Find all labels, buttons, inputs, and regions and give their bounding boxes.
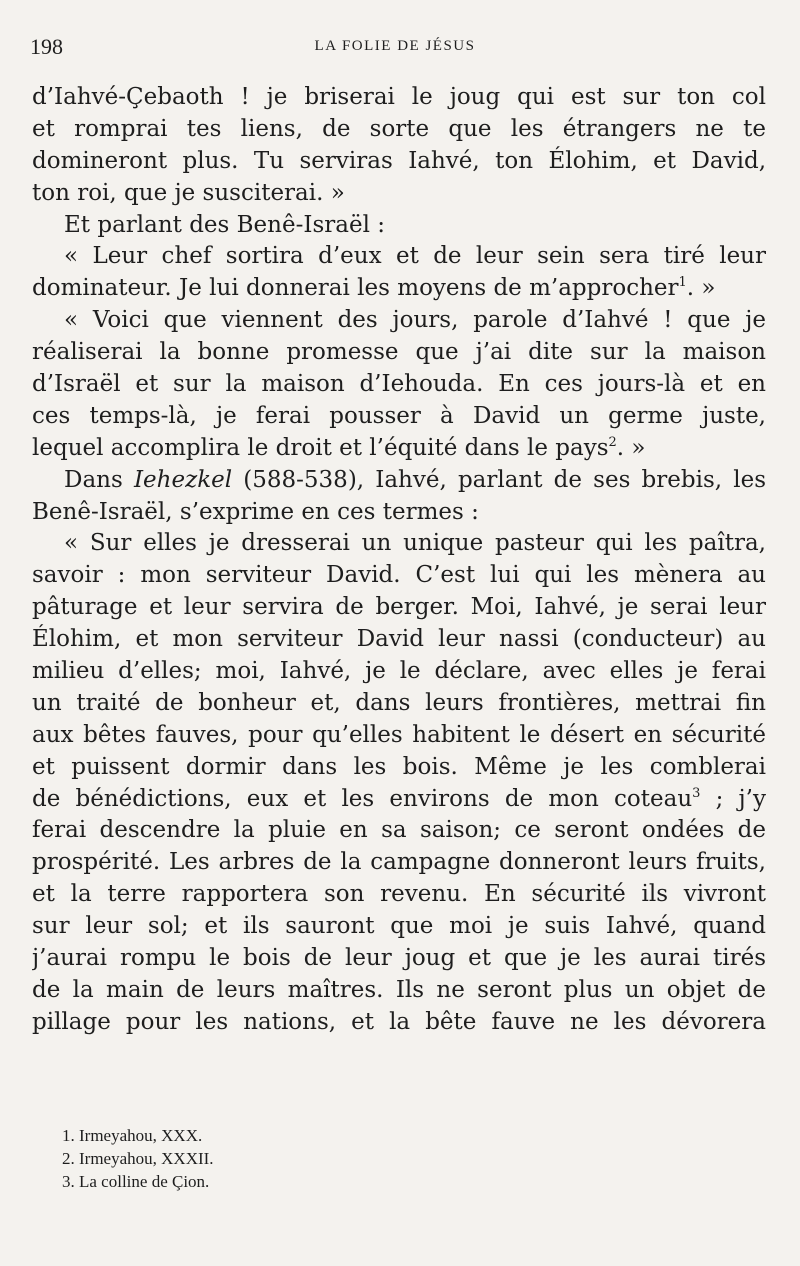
text-line: « Leur chef sortira d’eux et de leur sein sera tiré leur bbox=[64, 243, 766, 270]
text-line: ferai descendre la pluie en sa saison; ce seront ondées de bbox=[32, 817, 766, 844]
text-line: d’Iahvé-Çebaoth ! je briserai le joug qui est sur ton col bbox=[32, 84, 766, 110]
text-segment: (588-538), Iahvé, parlant de ses brebis, les bbox=[232, 466, 766, 493]
text-line: un traité de bonheur et, dans leurs frontières, mettrai fin bbox=[32, 689, 766, 716]
text-line: et puissent dormir dans les bois. Même je les comblerai bbox=[32, 753, 766, 780]
text-segment: . » bbox=[616, 434, 646, 461]
text-line: savoir : mon serviteur David. C’est lui qui les mènera au bbox=[32, 562, 766, 589]
text-line: pâturage et leur servira de berger. Moi, Iahvé, je serai leur bbox=[32, 594, 766, 621]
text-line bbox=[32, 784, 766, 816]
text-line: Et parlant des Benê-Israël : bbox=[64, 211, 385, 238]
text-segment: lequel accomplira le droit et l’équité dans le pays bbox=[32, 434, 609, 461]
footnote-ref: 3 bbox=[692, 785, 701, 801]
footnote-ref: 1 bbox=[678, 275, 687, 291]
page-header bbox=[30, 34, 760, 64]
page-number: 198 bbox=[30, 34, 63, 59]
text-line: pillage pour les nations, et la bête fauve ne les dévorera bbox=[32, 1008, 766, 1035]
text-segment: ; j’y bbox=[700, 785, 766, 812]
text-segment: dominateur. Je lui donnerai les moyens de m’approcher bbox=[32, 275, 679, 302]
text-line: réaliserai la bonne promesse que j’ai dite sur la maison bbox=[32, 339, 766, 366]
text-line: et romprai tes liens, de sorte que les étrangers ne te bbox=[32, 115, 766, 142]
text-line: « Voici que viennent des jours, parole d’Iahvé ! que je bbox=[64, 307, 766, 334]
text-line: ton roi, que je susciterai. » bbox=[32, 179, 345, 206]
text-line: de la main de leurs maîtres. Ils ne seront plus un objet de bbox=[32, 976, 766, 1003]
text-line: domineront plus. Tu serviras Iahvé, ton Élohim, et David, bbox=[32, 147, 766, 174]
text-line: « Sur elles je dresserai un unique pasteur qui les paîtra, bbox=[64, 530, 766, 557]
text-line: milieu d’elles; moi, Iahvé, je le déclare, avec elles je ferai bbox=[32, 658, 766, 685]
text-line: j’aurai rompu le bois de leur joug et que je les aurai tirés bbox=[32, 945, 766, 972]
footnote: 3. La colline de Çion. bbox=[62, 1172, 210, 1191]
text-segment: Dans bbox=[64, 466, 123, 493]
footnotes bbox=[62, 1124, 214, 1193]
text-segment: . » bbox=[686, 275, 716, 302]
text-line: ces temps-là, je ferai pousser à David un germe juste, bbox=[32, 402, 766, 429]
running-title: LA FOLIE DE JÉSUS bbox=[314, 38, 476, 54]
footnote: 1. Irmeyahou, XXX. bbox=[62, 1126, 203, 1145]
text-line bbox=[32, 465, 766, 497]
text-line: et la terre rapportera son revenu. En sécurité ils vivront bbox=[32, 881, 766, 908]
text-line bbox=[32, 433, 766, 465]
text-segment: de bénédictions, eux et les environs de mon coteau bbox=[32, 785, 693, 812]
footnote: 2. Irmeyahou, XXXII. bbox=[62, 1149, 214, 1168]
text-line: prospérité. Les arbres de la campagne donneront leurs fruits, bbox=[32, 849, 766, 876]
text-line: d’Israël et sur la maison d’Iehouda. En ces jours-là et en bbox=[32, 371, 766, 398]
text-line: Élohim, et mon serviteur David leur nassi (conducteur) au bbox=[32, 626, 766, 653]
body-text bbox=[32, 82, 766, 1039]
book-title: Iehezkel bbox=[133, 466, 233, 493]
text-line: aux bêtes fauves, pour qu’elles habitent le désert en sécurité bbox=[32, 721, 766, 748]
text-line bbox=[32, 273, 766, 305]
text-line: Benê-Israël, s’exprime en ces termes : bbox=[32, 498, 479, 525]
footnote-ref: 2 bbox=[608, 434, 617, 450]
text-line: sur leur sol; et ils sauront que moi je suis Iahvé, quand bbox=[32, 913, 766, 940]
